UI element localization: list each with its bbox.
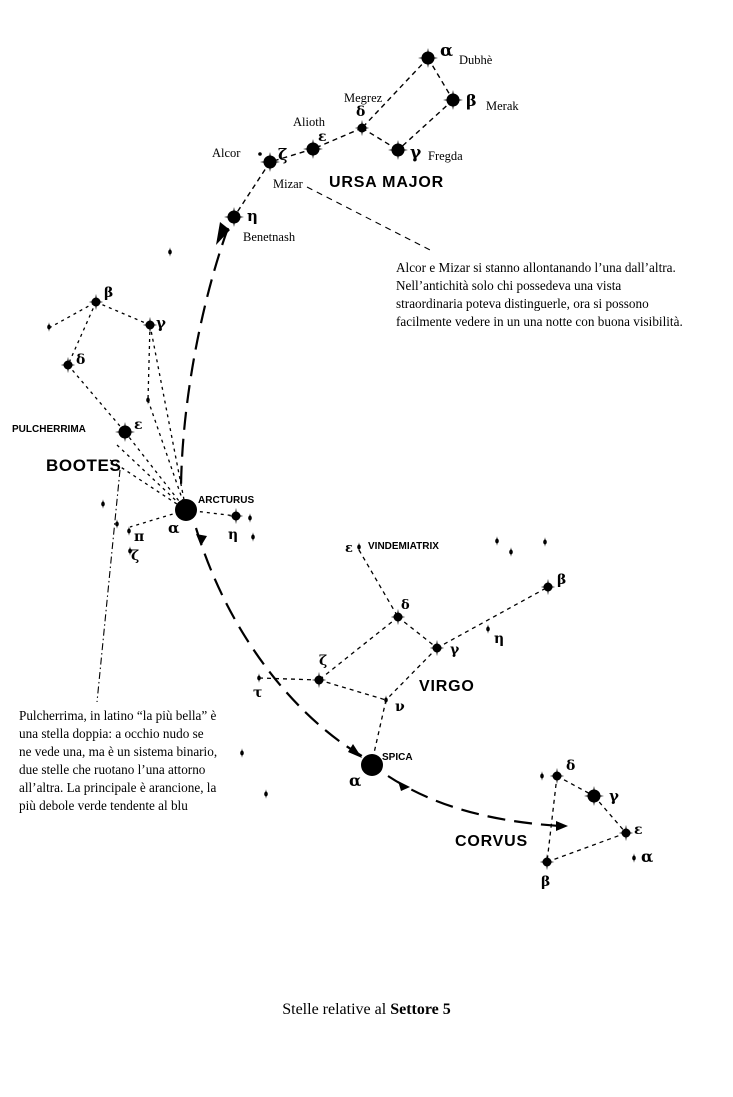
star-bootes-a <box>115 519 119 529</box>
greek-arcturus-alpha: α <box>168 519 180 537</box>
greek-virgo-beta: β <box>557 572 567 588</box>
label-benetnash: Benetnash <box>243 230 296 244</box>
alcor-mizar-pointer <box>307 187 434 252</box>
pulcherrima-pointer <box>97 470 120 702</box>
star-mizar <box>260 152 280 172</box>
label-megrez: Megrez <box>344 91 383 105</box>
greek-bootes-pi: π <box>134 529 145 545</box>
greek-corvus-beta: β <box>541 874 551 890</box>
constellation-bootes: BOOTES <box>46 456 122 475</box>
greek-vindemiatrix-epsilon: ε <box>345 541 353 556</box>
greek-benetnash-eta: η <box>247 207 258 225</box>
star-virgo-extra-4 <box>240 748 244 758</box>
label-pulcherrima: PULCHERRIMA <box>12 424 86 435</box>
greek-pulcherrima-epsilon: ε <box>134 417 143 433</box>
greek-corvus-alpha: α <box>641 847 654 866</box>
constellation-corvus: CORVUS <box>455 833 528 850</box>
bootes-lines <box>49 302 236 527</box>
constellation-virgo: VIRGO <box>419 678 475 695</box>
caption-prefix: Stelle relative al <box>282 1001 391 1018</box>
star-benetnash <box>224 207 244 227</box>
pulcherrima-note: Pulcherrima, in latino “la più bella” è una stella doppia: a occhio nudo se ne vede una, ma è un sistema binario, due stelle che ruotano l’una attorno all’altra. La principale è arancione, la più debole verde tendente al blu <box>19 708 218 813</box>
star-bootes-eta <box>229 508 243 524</box>
caption-sector: Settore 5 <box>390 1001 451 1018</box>
caption <box>0 1001 733 1019</box>
star-pulcherrima <box>115 422 135 442</box>
greek-virgo-zeta: ζ <box>319 653 328 669</box>
greek-bootes-eta: η <box>228 527 239 543</box>
star-megrez <box>355 120 369 136</box>
greek-corvus-gamma: γ <box>609 787 619 805</box>
star-virgo-extra-2 <box>509 547 513 557</box>
star-arcturus <box>175 499 197 521</box>
star-corvus-delta <box>550 768 564 784</box>
label-mizar: Mizar <box>273 177 303 191</box>
label-vindemiatrix: VINDEMIATRIX <box>368 541 439 552</box>
greek-bootes-beta: β <box>104 285 114 301</box>
ursa-major-stars <box>224 48 463 227</box>
star-virgo-extra-3 <box>543 537 547 547</box>
star-virgo-beta <box>541 579 555 595</box>
label-alioth: Alioth <box>293 115 325 129</box>
star-bootes-pi <box>127 526 131 536</box>
star-virgo-eta <box>486 624 490 634</box>
star-virgo-tau <box>257 673 261 683</box>
bootes-stars <box>47 247 255 556</box>
star-corvus-delta-2 <box>540 771 544 781</box>
greek-virgo-gamma: γ <box>450 642 460 658</box>
star-bootes-b <box>101 499 105 509</box>
star-corvus-beta <box>540 854 554 870</box>
star-corvus-alpha <box>632 853 636 863</box>
star-bootes-mu <box>47 322 51 332</box>
label-fregda: Fregda <box>428 149 463 163</box>
star-corvus-gamma <box>584 786 604 806</box>
star-alcor <box>258 152 262 156</box>
greek-virgo-tau: τ <box>253 685 263 701</box>
star-bootes-beta <box>89 294 103 310</box>
greek-spica-alpha: α <box>349 771 362 790</box>
star-bootes-eta-2 <box>248 513 252 523</box>
greek-bootes-gamma: γ <box>156 314 166 332</box>
greek-bootes-delta: δ <box>76 352 86 368</box>
star-virgo-extra-5 <box>264 789 268 799</box>
greek-corvus-epsilon: ε <box>634 822 643 838</box>
greek-virgo-eta: η <box>494 631 505 647</box>
greek-virgo-delta: δ <box>401 598 410 613</box>
star-bootes-rho <box>146 395 150 405</box>
greek-corvus-delta: δ <box>566 758 576 774</box>
star-vindemiatrix <box>357 542 361 552</box>
star-bootes-extra <box>168 247 172 257</box>
label-spica: SPICA <box>382 752 413 763</box>
ursa-major-lines <box>234 58 453 217</box>
ursa-major-star-names <box>212 53 519 244</box>
greek-dubhe-alpha: α <box>440 41 454 61</box>
greek-merak-beta: β <box>466 91 477 110</box>
greek-virgo-nu: ν <box>395 699 405 715</box>
star-virgo-gamma <box>430 640 444 656</box>
label-alcor: Alcor <box>212 146 241 160</box>
constellation-ursa-major: URSA MAJOR <box>329 174 444 191</box>
greek-alioth-epsilon: ε <box>318 129 327 145</box>
greek-megrez-delta: δ <box>356 104 366 120</box>
star-virgo-extra-1 <box>495 536 499 546</box>
star-virgo-zeta <box>312 672 326 688</box>
greek-bootes-zeta: ζ <box>131 548 140 564</box>
star-spica <box>361 754 383 776</box>
greek-mizar-zeta: ζ <box>278 145 288 164</box>
greek-fregda-gamma: γ <box>410 143 422 163</box>
label-dubhe: Dubhè <box>459 53 493 67</box>
virgo-lines <box>259 550 548 762</box>
label-merak: Merak <box>486 99 519 113</box>
star-bootes-tau <box>251 532 255 542</box>
label-arcturus: ARCTURUS <box>198 495 255 506</box>
alcor-mizar-note: Alcor e Mizar si stanno allontanando l’una dall’altra. Nell’antichità solo chi possedeva una vista straordinaria poteva distinguerle, ora si possono facilmente vedere in un una notte con buona visibilità. <box>396 260 683 329</box>
corvus-stars <box>540 768 636 870</box>
